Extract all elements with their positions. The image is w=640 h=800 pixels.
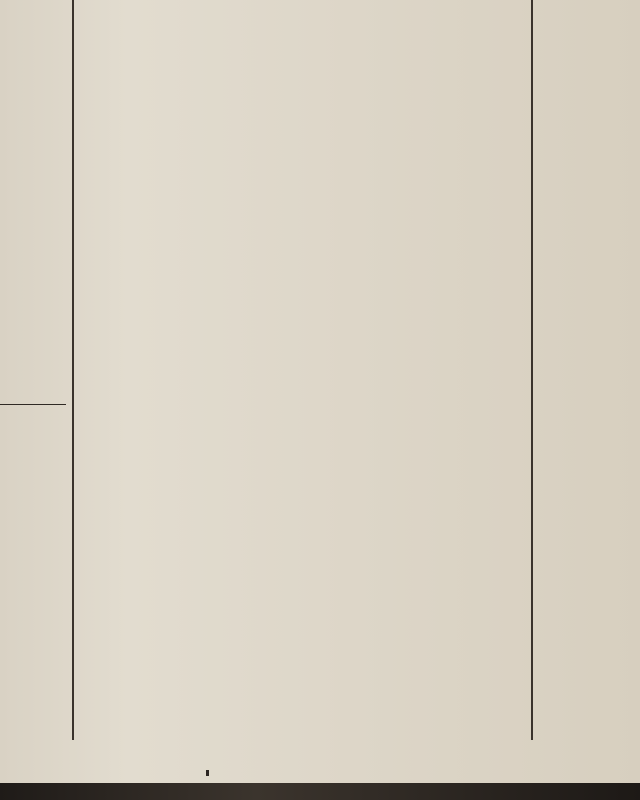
column-rule-left [72,0,74,740]
column-rule-right [531,0,533,740]
print-mark [206,770,209,776]
page-edge [0,783,640,800]
section-divider-left [0,404,66,405]
